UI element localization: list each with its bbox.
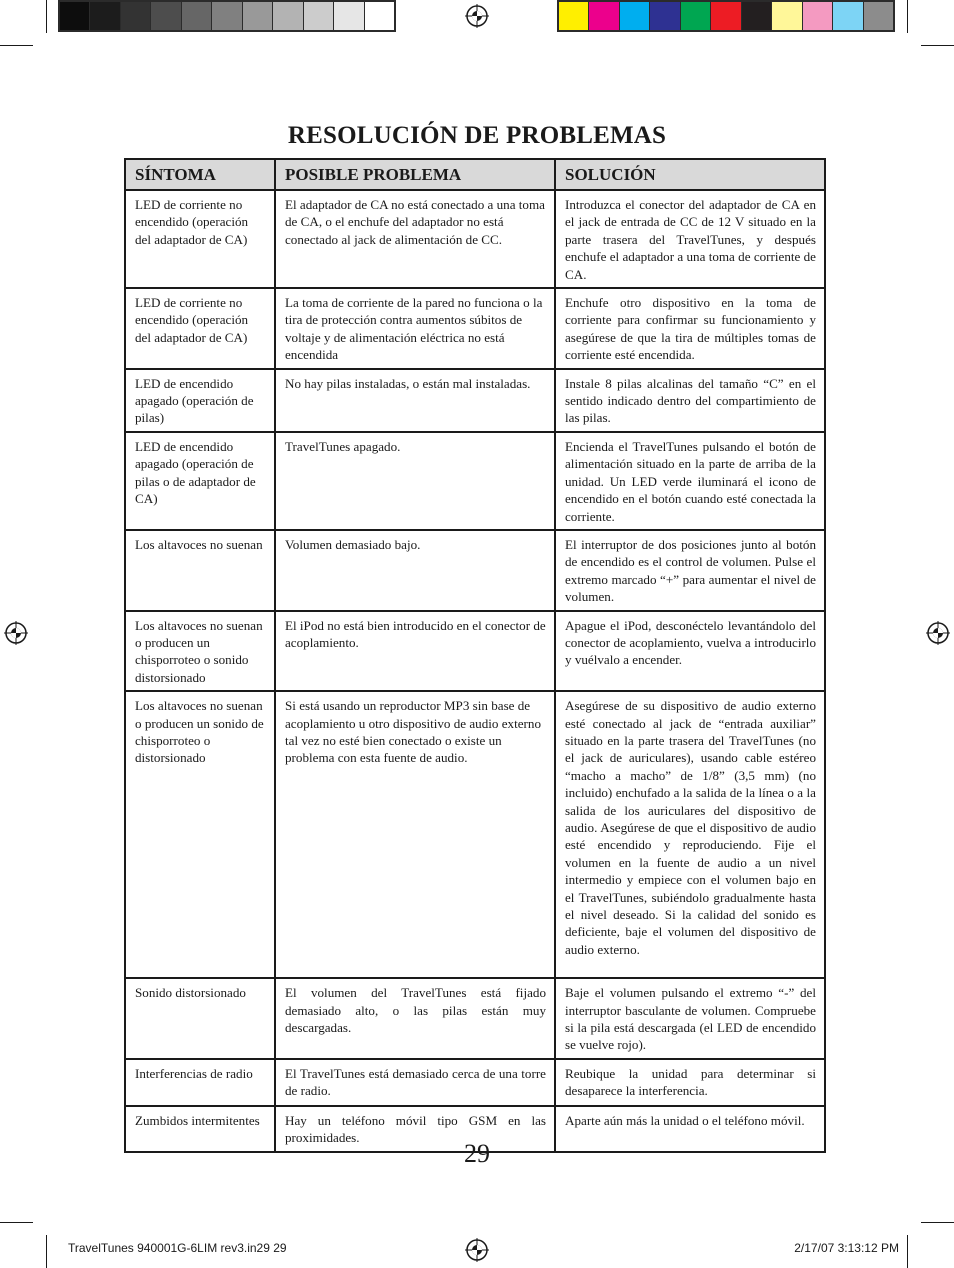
color-swatch xyxy=(334,2,364,30)
page-number: 29 xyxy=(464,1139,490,1168)
problem-cell: El volumen del TravelTunes está fijado demasiado alto, o las pilas están muy descargadas. xyxy=(275,978,555,1059)
problem-cell: Hay un teléfono móvil tipo GSM en las proximidades. xyxy=(275,1106,555,1152)
color-swatch xyxy=(90,2,120,30)
solution-cell: Asegúrese de su dispositivo de audio externo esté conectado al jack de “entrada auxiliar” situado en la parte trasera del TravelTunes (no el jack de auriculares), usando cable estéreo “macho a macho” de 1/8” (3,5 mm) (no incluido) enchufado a la salida de la línea o a la salida de los auriculares del dispositivo de audio. Asegúrese de que el dispositivo de audio esté encendido y reproduciendo. Fije el volumen en la fuente de audio a un nivel intermedio y empiece con el volumen bajo en el TravelTunes, subiéndolo gradualmente hasta el nivel deseado. Si la calidad del sonido es deficiente, baje el volumen del dispositivo de audio externo. xyxy=(555,691,825,978)
solution-cell: Encienda el TravelTunes pulsando el botón de alimentación situado en la parte de arriba de la unidad. Un LED verde iluminará el icono de encendido en el botón cuando esté conectada la corriente. xyxy=(555,432,825,530)
crop-mark xyxy=(46,1235,47,1268)
crop-mark xyxy=(46,0,47,33)
color-swatch xyxy=(803,2,833,30)
color-swatch xyxy=(833,2,863,30)
registration-mark-icon xyxy=(465,1238,489,1262)
symptom-cell: Zumbidos intermitentes xyxy=(125,1106,275,1152)
color-swatch xyxy=(273,2,303,30)
solution-cell: Introduzca el conector del adaptador de CA en el jack de entrada de CC de 12 V situado en la parte trasera del TravelTunes, y después enchufe el adaptador a una toma de corriente de CA. xyxy=(555,190,825,288)
table-row xyxy=(125,611,825,692)
symptom-cell: Los altavoces no suenan o producen un sonido de chisporroteo o distorsionado xyxy=(125,691,275,978)
registration-mark-icon xyxy=(4,621,28,645)
footer-file-info: TravelTunes 940001G-6LIM rev3.in29 29 xyxy=(68,1241,287,1255)
color-swatch xyxy=(365,2,394,30)
problem-cell: El iPod no está bien introducido en el conector de acoplamiento. xyxy=(275,611,555,692)
solution-cell: Enchufe otro dispositivo en la toma de corriente para confirmar su funcionamiento y asegúrese de que la tira de múltiples tomas de corriente esté encendida. xyxy=(555,288,825,369)
symptom-cell: LED de corriente no encendido (operación del adaptador de CA) xyxy=(125,288,275,369)
symptom-cell: LED de encendido apagado (operación de pilas o de adaptador de CA) xyxy=(125,432,275,530)
color-calibration-bar xyxy=(557,0,895,32)
column-header-solution: SOLUCIÓN xyxy=(555,159,825,190)
troubleshooting-table xyxy=(124,158,826,1153)
color-swatch xyxy=(182,2,212,30)
symptom-cell: LED de encendido apagado (operación de pilas) xyxy=(125,369,275,432)
grayscale-calibration-bar xyxy=(58,0,396,32)
solution-cell: Instale 8 pilas alcalinas del tamaño “C” en el sentido indicado dentro del compartimiento de las pilas. xyxy=(555,369,825,432)
symptom-cell: Los altavoces no suenan o producen un chisporroteo o sonido distorsionado xyxy=(125,611,275,692)
column-header-problem: POSIBLE PROBLEMA xyxy=(275,159,555,190)
color-swatch xyxy=(864,2,893,30)
color-swatch xyxy=(772,2,802,30)
solution-cell: Aparte aún más la unidad o el teléfono móvil. xyxy=(555,1106,825,1152)
color-swatch xyxy=(589,2,619,30)
table-row xyxy=(125,1059,825,1106)
crop-mark xyxy=(0,1222,33,1223)
table-row xyxy=(125,978,825,1059)
color-swatch xyxy=(742,2,772,30)
footer-timestamp: 2/17/07 3:13:12 PM xyxy=(794,1241,899,1255)
symptom-cell: Interferencias de radio xyxy=(125,1059,275,1106)
problem-cell: La toma de corriente de la pared no funciona o la tira de protección contra aumentos súbitos de voltaje y de alimentación eléctrica no está encendida xyxy=(275,288,555,369)
color-swatch xyxy=(212,2,242,30)
problem-cell: El TravelTunes está demasiado cerca de una torre de radio. xyxy=(275,1059,555,1106)
crop-mark xyxy=(907,0,908,33)
registration-mark-icon xyxy=(926,621,950,645)
color-swatch xyxy=(243,2,273,30)
table-row xyxy=(125,691,825,978)
color-swatch xyxy=(620,2,650,30)
color-swatch xyxy=(304,2,334,30)
problem-cell: El adaptador de CA no está conectado a una toma de CA, o el enchufe del adaptador no está conectado al jack de alimentación de CC. xyxy=(275,190,555,288)
crop-mark xyxy=(921,1222,954,1223)
table-row xyxy=(125,288,825,369)
color-swatch xyxy=(151,2,181,30)
color-swatch xyxy=(650,2,680,30)
table-row xyxy=(125,432,825,530)
registration-mark-icon xyxy=(465,4,489,28)
symptom-cell: Sonido distorsionado xyxy=(125,978,275,1059)
solution-cell: El interruptor de dos posiciones junto al botón de encendido es el control de volumen. Pulse el extremo marcado “+” para aumentar el nivel de volumen. xyxy=(555,530,825,611)
symptom-cell: Los altavoces no suenan xyxy=(125,530,275,611)
crop-mark xyxy=(907,1235,908,1268)
solution-cell: Reubique la unidad para determinar si desaparece la interferencia. xyxy=(555,1059,825,1106)
color-swatch xyxy=(681,2,711,30)
crop-mark xyxy=(921,45,954,46)
column-header-symptom: SÍNTOMA xyxy=(125,159,275,190)
table-header-row xyxy=(125,159,825,190)
color-swatch xyxy=(711,2,741,30)
color-swatch xyxy=(60,2,90,30)
table-row xyxy=(125,530,825,611)
crop-mark xyxy=(0,45,33,46)
problem-cell: TravelTunes apagado. xyxy=(275,432,555,530)
color-swatch xyxy=(121,2,151,30)
color-swatch xyxy=(559,2,589,30)
solution-cell: Baje el volumen pulsando el extremo “-” del interruptor basculante de volumen. Compruebe si la pila está descargada (el LED de encendido se vuelve rojo). xyxy=(555,978,825,1059)
problem-cell: Si está usando un reproductor MP3 sin base de acoplamiento u otro dispositivo de audio externo tal vez no esté bien conectado o existe un problema con esta fuente de audio. xyxy=(275,691,555,978)
table-row xyxy=(125,190,825,288)
symptom-cell: LED de corriente no encendido (operación del adaptador de CA) xyxy=(125,190,275,288)
problem-cell: No hay pilas instaladas, o están mal instaladas. xyxy=(275,369,555,432)
problem-cell: Volumen demasiado bajo. xyxy=(275,530,555,611)
solution-cell: Apague el iPod, desconéctelo levantándolo del conector de acoplamiento, vuelva a introducirlo y vuélvalo a encender. xyxy=(555,611,825,692)
page-title: RESOLUCIÓN DE PROBLEMAS xyxy=(287,122,667,149)
table-row xyxy=(125,369,825,432)
